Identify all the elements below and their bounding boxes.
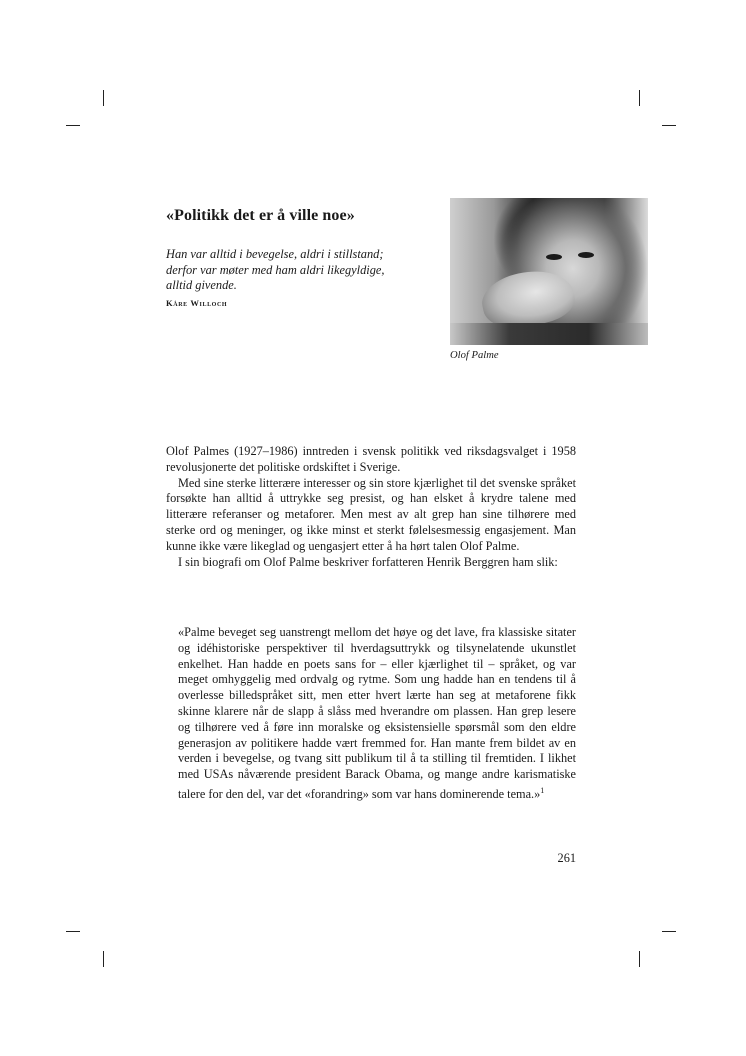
- photo-caption: Olof Palme: [450, 350, 499, 361]
- paragraph: Med sine sterke litterære interesser og sin store kjærlighet til det svenske språket forsøkte han alltid å uttrykke seg presist, og han elsket å krydre talene med litterære referanser og metaforer. Men mest av alt grep han sine tilhørere med sterke ord og meninger, og ikke minst et sterkt følelsesmessig engasjement. Man kunne ikke være likeglad og uengasjert etter å ha hørt talen Olof Palme.: [166, 475, 576, 553]
- crop-mark-bottom-right-h: [662, 931, 676, 932]
- paragraph: I sin biografi om Olof Palme beskriver forfatteren Henrik Berggren ham slik:: [178, 554, 558, 569]
- body-text: [166, 444, 576, 570]
- crop-mark-top-right: [639, 90, 640, 106]
- crop-mark-top-left-h: [66, 125, 80, 126]
- photo-detail: [546, 254, 562, 260]
- photo-detail: [578, 252, 594, 258]
- portrait-photo: [450, 198, 648, 345]
- chapter-title: «Politikk det er å ville noe»: [166, 207, 355, 224]
- paragraph: Olof Palmes (1927–1986) inntreden i svensk politikk ved riksdagsvalget i 1958 revolusjonerte det politiske ordskiftet i Sverige.: [166, 444, 576, 474]
- epigraph-line: derfor var møter med ham aldri likegyldige,: [166, 262, 385, 277]
- footnote-marker[interactable]: 1: [540, 785, 545, 795]
- quote-text: «Palme beveget seg uanstrengt mellom det høye og det lave, fra klassiske sitater og idéhistoriske perspektiver til hverdagsuttrykk og tilsynelatende ukunstlet enkelhet. Han hadde en poets sans for – eller kjærlighet til – språket, og var meget omhyggelig med ordvalg og rytme. Som ung hadde han en tendens til å overlesse billedspråket sitt, men etter hvert lærte han seg at metaforene fikk skinne klarere når de slapp å slåss med hverandre om plassen. Han grep lesere og tilhørere ved å føre inn moralske og eksistensielle spørsmål som den eldre generasjon av politikere hadde vært fremmed for. Han mante frem bildet av en verden i bevegelse, og tvang sitt publikum til å ta stilling til fremtiden. I likhet med USAs nåværende president Barack Obama, og mange andre karismatiske talere for den del, var det «forandring» som var hans dominerende tema.»: [178, 625, 576, 802]
- block-quote: [178, 625, 576, 803]
- epigraph-line: alltid givende.: [166, 278, 237, 293]
- epigraph-author: Kåre Willoch: [166, 298, 228, 308]
- crop-mark-top-left: [103, 90, 104, 106]
- epigraph-line: Han var alltid i bevegelse, aldri i stillstand;: [166, 247, 384, 261]
- crop-mark-top-right-h: [662, 125, 676, 126]
- page-number: 261: [557, 851, 576, 865]
- crop-mark-bottom-left-h: [66, 931, 80, 932]
- epigraph: [166, 247, 436, 294]
- crop-mark-bottom-left: [103, 951, 104, 967]
- crop-mark-bottom-right: [639, 951, 640, 967]
- photo-detail: [450, 323, 648, 345]
